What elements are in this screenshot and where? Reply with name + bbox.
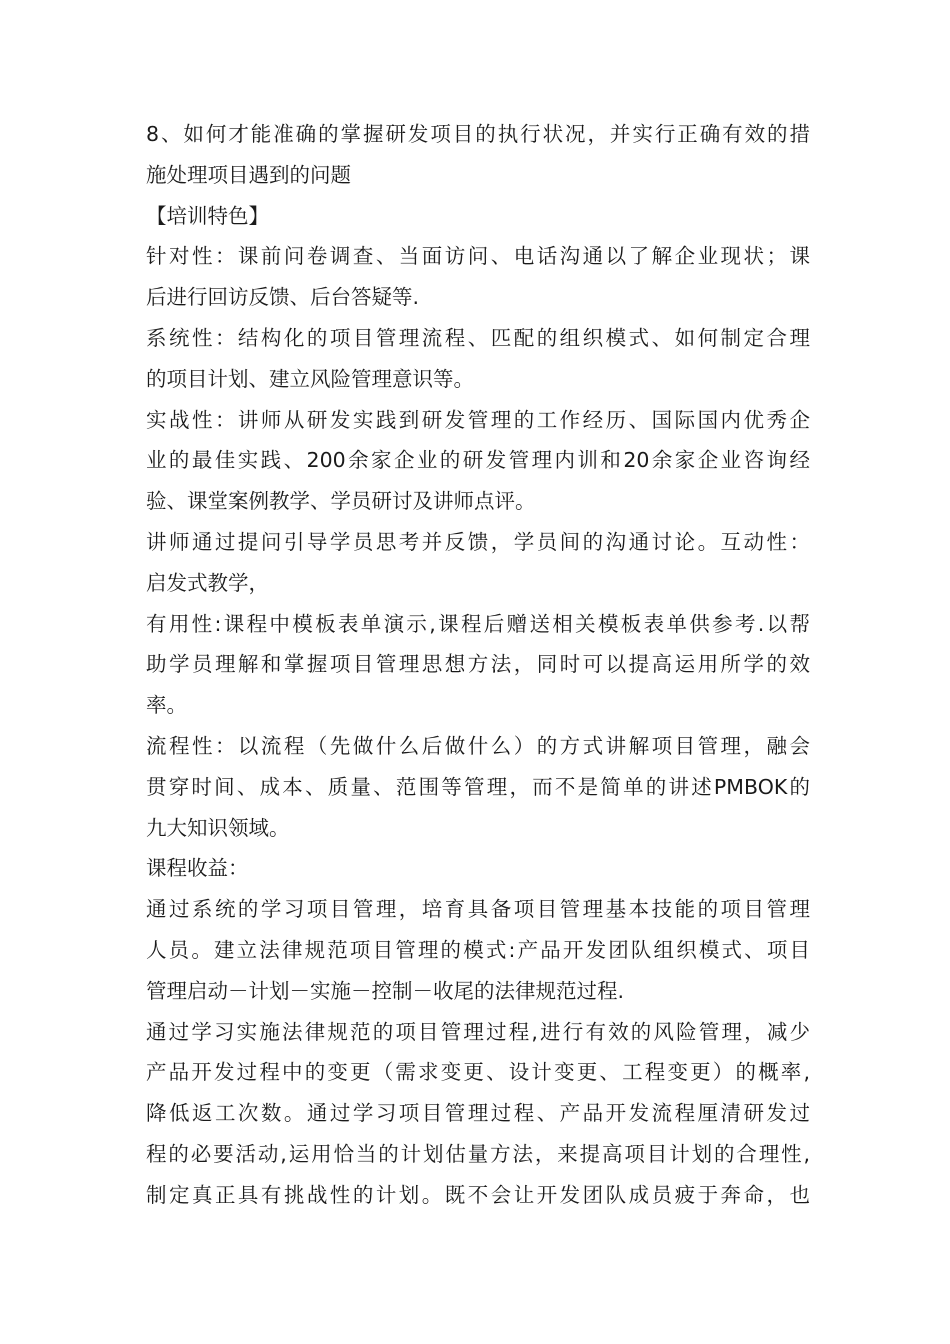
- document-body: [146, 114, 810, 1216]
- text-line: 启发式教学，: [146, 570, 269, 595]
- text-line: 九大知识领域。: [146, 815, 290, 840]
- text-line: 课程收益：: [146, 856, 249, 881]
- text-line: 通过系统的学习项目管理，培育具备项目管理基本技能的项目管理: [146, 897, 810, 922]
- text-line: 程的必要活动,运用恰当的计划估量方法，来提高项目计划的合理性,: [146, 1141, 810, 1166]
- text-line: 贯穿时间、成本、质量、范围等管理，而不是简单的讲述PMBOK的: [146, 774, 810, 799]
- text-line: 实战性：讲师从研发实践到研发管理的工作经历、国际国内优秀企: [146, 407, 810, 432]
- text-line: 的项目计划、建立风险管理意识等。: [146, 366, 474, 391]
- text-line: 业的最佳实践、200余家企业的研发管理内训和20余家企业咨询经: [146, 448, 810, 473]
- text-line: 【培训特色】: [146, 203, 269, 228]
- text-line: 有用性:课程中模板表单演示,课程后赠送相关模板表单供参考.以帮: [146, 611, 810, 636]
- text-line: 后进行回访反馈、后台答疑等.: [146, 285, 420, 310]
- text-line: 率。: [146, 693, 187, 718]
- text-line: 针对性：课前问卷调查、当面访问、电话沟通以了解企业现状；课: [146, 244, 810, 269]
- text-line: 讲师通过提问引导学员思考并反馈，学员间的沟通讨论。互动性：: [146, 529, 810, 554]
- text-line: 验、课堂案例教学、学员研讨及讲师点评。: [146, 489, 536, 514]
- text-line: 通过学习实施法律规范的项目管理过程,进行有效的风险管理，减少: [146, 1019, 810, 1044]
- text-line: 制定真正具有挑战性的计划。既不会让开发团队成员疲于奔命，也: [146, 1182, 810, 1207]
- text-line: 8、如何才能准确的掌握研发项目的执行状况，并实行正确有效的措: [146, 122, 810, 146]
- text-line: 系统性：结构化的项目管理流程、匹配的组织模式、如何制定合理: [146, 325, 810, 350]
- text-line: 人员。建立法律规范项目管理的模式:产品开发团队组织模式、项目: [146, 937, 810, 962]
- text-line: 降低返工次数。通过学习项目管理过程、产品开发流程厘清研发过: [146, 1101, 810, 1126]
- text-line: 管理启动－计划－实施－控制－收尾的法律规范过程.: [146, 978, 625, 1003]
- text-line: 施处理项目遇到的问题: [146, 162, 351, 187]
- text-line: 助学员理解和掌握项目管理思想方法，同时可以提高运用所学的效: [146, 652, 810, 677]
- text-line: 产品开发过程中的变更（需求变更、设计变更、工程变更）的概率,: [146, 1060, 810, 1085]
- text-line: 流程性：以流程（先做什么后做什么）的方式讲解项目管理，融会: [146, 733, 810, 758]
